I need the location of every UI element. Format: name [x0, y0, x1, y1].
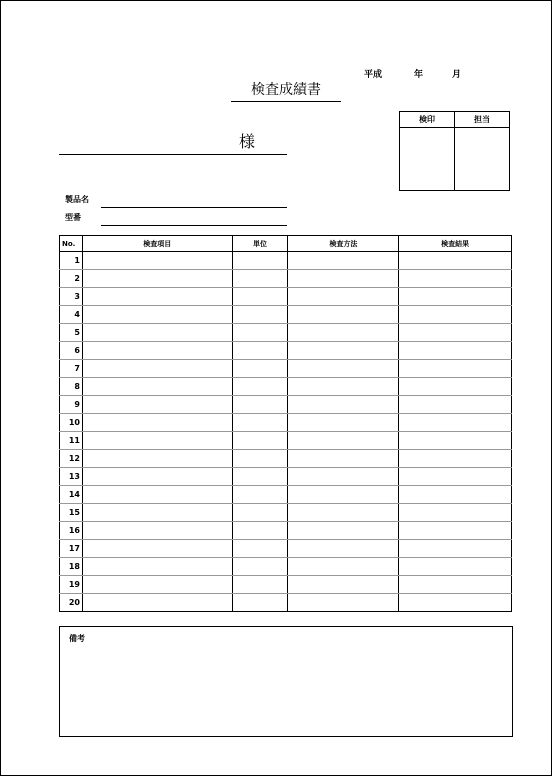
row-number: 10	[60, 414, 83, 432]
row-number: 11	[60, 432, 83, 450]
method-cell[interactable]	[288, 468, 399, 486]
method-cell[interactable]	[288, 432, 399, 450]
result-cell[interactable]	[399, 432, 512, 450]
method-cell[interactable]	[288, 306, 399, 324]
unit-cell[interactable]	[232, 522, 288, 540]
row-number: 14	[60, 486, 83, 504]
result-cell[interactable]	[399, 270, 512, 288]
unit-cell[interactable]	[232, 324, 288, 342]
item-cell[interactable]	[82, 270, 232, 288]
result-cell[interactable]	[399, 468, 512, 486]
table-row	[60, 414, 512, 432]
result-cell[interactable]	[399, 558, 512, 576]
row-number: 5	[60, 324, 83, 342]
table-row	[60, 504, 512, 522]
method-cell[interactable]	[288, 288, 399, 306]
unit-cell[interactable]	[232, 540, 288, 558]
table-row	[60, 594, 512, 612]
result-cell[interactable]	[399, 324, 512, 342]
year-label: 年	[414, 70, 424, 80]
table-row	[60, 450, 512, 468]
unit-cell[interactable]	[232, 252, 288, 270]
result-cell[interactable]	[399, 306, 512, 324]
row-number: 2	[60, 270, 83, 288]
unit-cell[interactable]	[232, 414, 288, 432]
row-number: 4	[60, 306, 83, 324]
method-cell[interactable]	[288, 558, 399, 576]
table-row	[60, 270, 512, 288]
stamp-box	[399, 111, 510, 191]
result-cell[interactable]	[399, 450, 512, 468]
row-number: 20	[60, 594, 83, 612]
row-number: 19	[60, 576, 83, 594]
product-name-label: 製品名	[65, 195, 89, 204]
addressee-line	[59, 154, 287, 155]
era-label: 平成	[364, 70, 383, 80]
result-cell[interactable]	[399, 360, 512, 378]
stamp-cell-person[interactable]	[455, 128, 510, 191]
item-cell[interactable]	[82, 540, 232, 558]
method-cell[interactable]	[288, 576, 399, 594]
item-cell[interactable]	[82, 522, 232, 540]
row-number: 17	[60, 540, 83, 558]
item-cell[interactable]	[82, 486, 232, 504]
table-row	[60, 522, 512, 540]
remarks-label: 備考	[69, 634, 85, 643]
table-row	[60, 288, 512, 306]
header-item: 検査項目	[82, 236, 232, 252]
unit-cell[interactable]	[232, 468, 288, 486]
table-header-row	[60, 236, 512, 252]
table-row	[60, 378, 512, 396]
unit-cell[interactable]	[232, 558, 288, 576]
unit-cell[interactable]	[232, 504, 288, 522]
table-row	[60, 360, 512, 378]
item-cell[interactable]	[82, 342, 232, 360]
item-cell[interactable]	[82, 414, 232, 432]
row-number: 1	[60, 252, 83, 270]
result-cell[interactable]	[399, 576, 512, 594]
result-cell[interactable]	[399, 342, 512, 360]
method-cell[interactable]	[288, 486, 399, 504]
model-number-label: 型番	[65, 213, 81, 222]
honorific-label: 様	[239, 132, 256, 151]
result-cell[interactable]	[399, 414, 512, 432]
unit-cell[interactable]	[232, 432, 288, 450]
row-number: 9	[60, 396, 83, 414]
result-cell[interactable]	[399, 540, 512, 558]
item-cell[interactable]	[82, 378, 232, 396]
method-cell[interactable]	[288, 414, 399, 432]
item-cell[interactable]	[82, 306, 232, 324]
item-cell[interactable]	[82, 594, 232, 612]
method-cell[interactable]	[288, 522, 399, 540]
unit-cell[interactable]	[232, 342, 288, 360]
item-cell[interactable]	[82, 360, 232, 378]
document-title: 検査成績書	[231, 79, 341, 102]
header-result: 検査結果	[399, 236, 512, 252]
row-number: 16	[60, 522, 83, 540]
table-row	[60, 432, 512, 450]
row-number: 15	[60, 504, 83, 522]
result-cell[interactable]	[399, 594, 512, 612]
stamp-cell-inspection[interactable]	[400, 128, 455, 191]
method-cell[interactable]	[288, 396, 399, 414]
result-cell[interactable]	[399, 288, 512, 306]
item-cell[interactable]	[82, 432, 232, 450]
item-cell[interactable]	[82, 396, 232, 414]
result-cell[interactable]	[399, 378, 512, 396]
item-cell[interactable]	[82, 576, 232, 594]
unit-cell[interactable]	[232, 576, 288, 594]
row-number: 6	[60, 342, 83, 360]
result-cell[interactable]	[399, 522, 512, 540]
row-number: 18	[60, 558, 83, 576]
method-cell[interactable]	[288, 270, 399, 288]
table-row	[60, 342, 512, 360]
item-cell[interactable]	[82, 252, 232, 270]
item-cell[interactable]	[82, 450, 232, 468]
item-cell[interactable]	[82, 468, 232, 486]
unit-cell[interactable]	[232, 594, 288, 612]
header-unit: 単位	[232, 236, 288, 252]
table-row	[60, 306, 512, 324]
method-cell[interactable]	[288, 360, 399, 378]
result-cell[interactable]	[399, 504, 512, 522]
table-row	[60, 486, 512, 504]
unit-cell[interactable]	[232, 270, 288, 288]
method-cell[interactable]	[288, 594, 399, 612]
method-cell[interactable]	[288, 342, 399, 360]
method-cell[interactable]	[288, 324, 399, 342]
unit-cell[interactable]	[232, 288, 288, 306]
row-number: 3	[60, 288, 83, 306]
method-cell[interactable]	[288, 540, 399, 558]
item-cell[interactable]	[82, 324, 232, 342]
method-cell[interactable]	[288, 378, 399, 396]
result-cell[interactable]	[399, 252, 512, 270]
row-number: 8	[60, 378, 83, 396]
stamp-header-person: 担当	[455, 112, 510, 128]
table-row	[60, 468, 512, 486]
row-number: 12	[60, 450, 83, 468]
item-cell[interactable]	[82, 558, 232, 576]
result-cell[interactable]	[399, 486, 512, 504]
row-number: 13	[60, 468, 83, 486]
month-label: 月	[452, 70, 462, 80]
product-name-field[interactable]	[101, 207, 287, 208]
header-no: No.	[60, 236, 83, 252]
unit-cell[interactable]	[232, 450, 288, 468]
remarks-box[interactable]	[59, 626, 513, 737]
unit-cell[interactable]	[232, 378, 288, 396]
unit-cell[interactable]	[232, 486, 288, 504]
table-row	[60, 576, 512, 594]
result-cell[interactable]	[399, 396, 512, 414]
stamp-header-inspection: 検印	[400, 112, 455, 128]
model-number-field[interactable]	[101, 225, 287, 226]
item-cell[interactable]	[82, 504, 232, 522]
table-row	[60, 558, 512, 576]
table-row	[60, 396, 512, 414]
method-cell[interactable]	[288, 504, 399, 522]
header-method: 検査方法	[288, 236, 399, 252]
method-cell[interactable]	[288, 252, 399, 270]
table-row	[60, 324, 512, 342]
row-number: 7	[60, 360, 83, 378]
unit-cell[interactable]	[232, 306, 288, 324]
inspection-table	[59, 235, 512, 612]
unit-cell[interactable]	[232, 396, 288, 414]
table-row	[60, 540, 512, 558]
item-cell[interactable]	[82, 288, 232, 306]
method-cell[interactable]	[288, 450, 399, 468]
table-row	[60, 252, 512, 270]
unit-cell[interactable]	[232, 360, 288, 378]
